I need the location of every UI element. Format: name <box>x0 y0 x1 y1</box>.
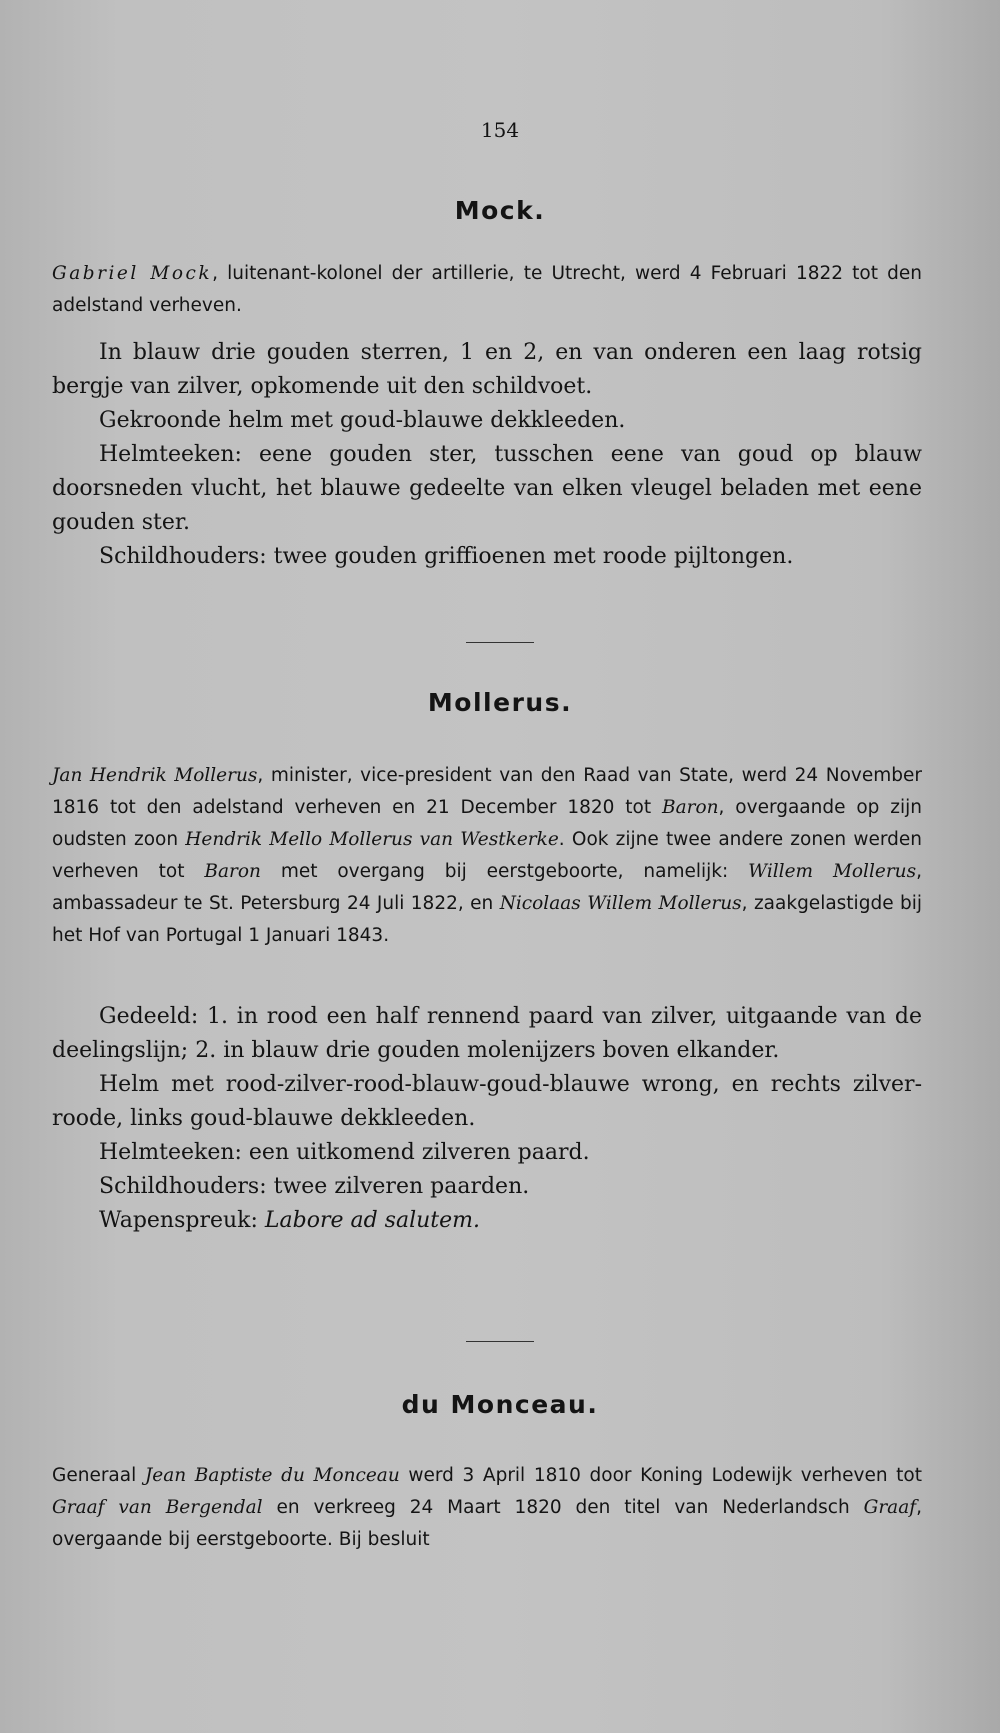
blazon-line: Schildhouders: twee gouden griffioenen met roode pijltongen. <box>99 544 794 569</box>
section-title-monceau: du Monceau. <box>401 1390 599 1419</box>
title-name: Graaf <box>863 1497 917 1518</box>
intro-text: . Ook zijne twee andere zonen werden verheven tot <box>52 829 922 882</box>
blazon-line: In blauw drie gouden sterren, 1 en 2, en van onderen een laag rotsig bergje van zilver, opkomende uit den schildvoet. <box>52 340 922 399</box>
intro-text: , overgaande op zijn oudsten zoon <box>52 797 923 850</box>
motto-text: Labore ad salutem. <box>264 1208 481 1233</box>
person-name: Jan Hendrik Mollerus <box>52 765 258 786</box>
blazon-line: Gekroonde helm met goud-blauwe dekkleeden. <box>99 408 626 433</box>
blazon-line: Helmteeken: eene gouden ster, tusschen eene van goud op blauw doorsneden vlucht, het blauwe gedeelte van elken vleugel beladen met eene gouden ster. <box>52 442 922 535</box>
intro-text: , ambassadeur te St. Petersburg 24 Juli 1822, en <box>52 861 922 914</box>
mollerus-blazon <box>52 1000 922 1238</box>
person-name: Willem Mollerus <box>748 861 917 882</box>
mock-blazon <box>52 336 922 574</box>
monceau-intro <box>52 1460 922 1556</box>
motto-line <box>52 1204 922 1238</box>
intro-text: , luitenant-kolonel der artillerie, te Utrecht, werd 4 Februari 1822 tot den adelstand verheven. <box>52 263 922 316</box>
intro-text: werd 3 April 1810 door Koning Lodewijk verheven tot <box>399 1465 922 1486</box>
section-divider <box>466 1341 534 1342</box>
person-name: Hendrik Mello Mollerus van Westkerke <box>185 829 559 850</box>
blazon-line: Helmteeken: een uitkomend zilveren paard. <box>99 1140 590 1165</box>
person-name: Nicolaas Willem Mollerus <box>499 893 742 914</box>
person-name: Gabriel Mock <box>52 263 213 284</box>
intro-text: , minister, vice-president van den Raad van State, werd 24 November 1816 tot den adelstand verheven en 21 December 1820 tot <box>52 765 922 818</box>
mollerus-intro <box>52 760 922 952</box>
intro-text: en verkreeg 24 Maart 1820 den titel van Nederlandsch <box>262 1497 864 1518</box>
intro-text: , overgaande bij eerstgeboorte. Bij besluit <box>52 1497 922 1550</box>
title-name: Baron <box>662 797 719 818</box>
title-name: Graaf van Bergendal <box>52 1497 263 1518</box>
mock-intro <box>52 258 922 322</box>
intro-text: Generaal <box>52 1465 145 1486</box>
intro-text: , zaakgelastigde bij het Hof van Portugal 1 Januari 1843. <box>52 893 923 946</box>
person-name: Jean Baptiste du Monceau <box>144 1465 400 1486</box>
section-title-mollerus: Mollerus. <box>427 688 573 717</box>
section-divider <box>466 642 534 643</box>
blazon-line: Helm met rood-zilver-rood-blauw-goud-blauwe wrong, en rechts zilver-roode, links goud-blauwe dekkleeden. <box>52 1072 922 1131</box>
title-name: Baron <box>204 861 261 882</box>
section-title-mock: Mock. <box>454 196 546 225</box>
blazon-line: Schildhouders: twee zilveren paarden. <box>99 1174 530 1199</box>
blazon-line: Gedeeld: 1. in rood een half rennend paard van zilver, uitgaande van de deelingslijn; 2. in blauw drie gouden molenijzers boven elkander. <box>52 1004 922 1063</box>
motto-label: Wapenspreuk: <box>99 1208 265 1233</box>
intro-text: met overgang bij eerstgeboorte, namelijk: <box>260 861 749 882</box>
page-number: 154 <box>480 118 520 142</box>
